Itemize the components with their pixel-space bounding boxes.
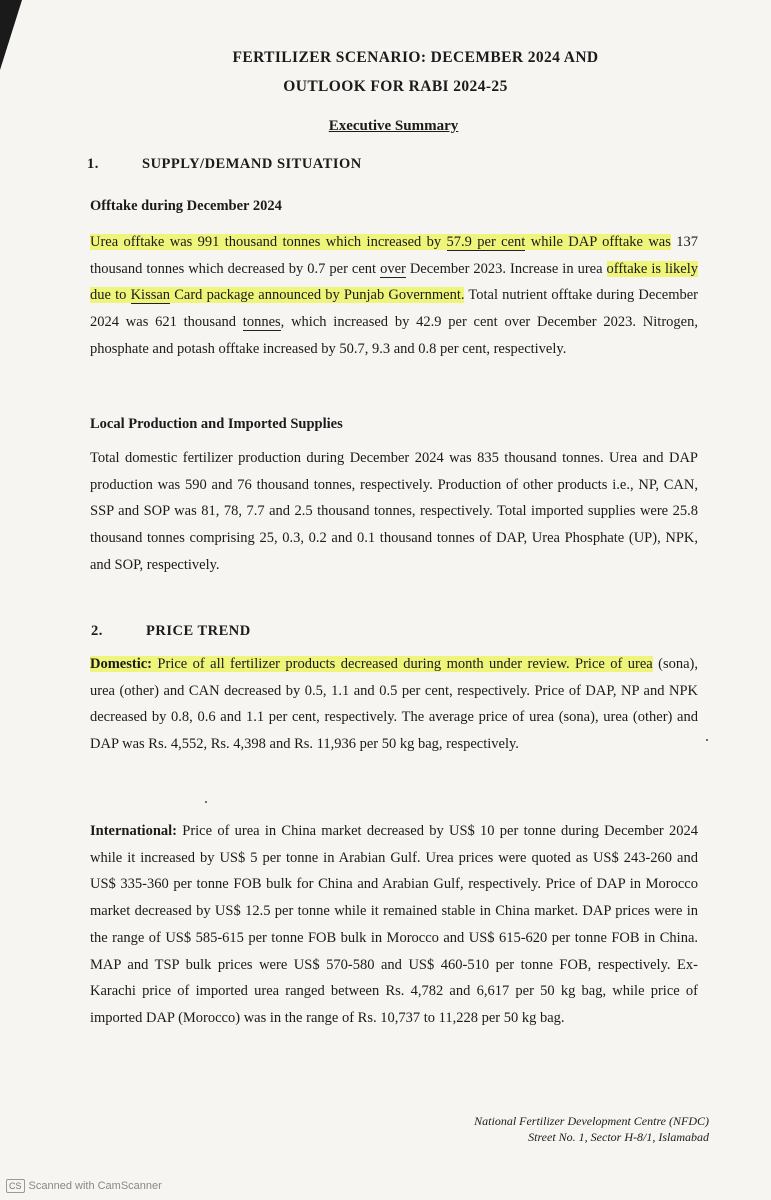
footer-address xyxy=(474,1113,709,1145)
offtake-highlight-1: Urea offtake was 991 thousand tonnes which increased by 57.9 per cent while DAP offtake was xyxy=(90,234,671,250)
international-paragraph: International: Price of urea in China market decreased by US$ 10 per tonne during December 2024 while it increased by US$ 5 per tonne in Arabian Gulf. Urea prices were quoted as US$ 243-260 and US$ 335-360 per tonne FOB bulk for China and Arabian Gulf, respectively. Price of DAP in Morocco market decreased by US$ 12.5 per tonne while it remained stable in China market. DAP prices were in the range of US$ 585-615 per tonne FOB bulk in Morocco and US$ 615-620 per tonne FOB in China. MAP and TSP bulk prices were US$ 570-580 and US$ 460-510 per tonne FOB, respectively. Ex-Karachi price of imported urea ranged between Rs. 4,782 and 6,617 per 50 kg bag, while price of imported DAP (Morocco) was in the range of Rs. 10,737 to 11,228 per 50 kg bag. xyxy=(90,823,698,1026)
domestic-paragraph: Domestic: Price of all fertilizer products decreased during month under review. Price of urea (sona), urea (other) and CAN decreased by 0.5, 1.1 and 0.5 per cent, respectively. Price of DAP, NP and NPK decreased by 0.8, 0.6 and 1.1 per cent, respectively. The average price of urea (sona), urea (other) and DAP was Rs. 4,552, Rs. 4,398 and Rs. 11,936 per 50 kg bag, respectively. xyxy=(90,656,698,753)
camscanner-logo-icon: CS xyxy=(6,1179,25,1193)
offtake-highlight-2: offtake is likely due to Kissan Card package announced by Punjab Government. xyxy=(90,260,699,304)
offtake-heading: Offtake during December 2024 xyxy=(90,198,282,214)
title-line-1: FERTILIZER SCENARIO: DECEMBER 2024 AND xyxy=(232,49,599,66)
local-production-heading: Local Production and Imported Supplies xyxy=(90,416,343,432)
section-2-heading xyxy=(91,623,251,640)
section-2-number: 2. xyxy=(91,623,103,639)
executive-summary-heading: Executive Summary xyxy=(328,118,459,134)
domestic-label: Domestic: xyxy=(90,656,153,672)
scan-speck xyxy=(205,801,207,803)
footer-street: Street No. 1, Sector H-8/1, Islamabad xyxy=(528,1130,709,1144)
international-label: International: xyxy=(90,823,177,839)
offtake-paragraph: Urea offtake was 991 thousand tonnes which increased by 57.9 per cent while DAP offtake was 137 thousand tonnes which decreased by 0.7 per cent over December 2023. Increase in urea offtake is likely due to Kissan Card package announced by Punjab Government. Total nutrient offtake during December 2024 was 621 thousand tonnes, which increased by 42.9 per cent over December 2023. Nitrogen, phosphate and potash offtake increased by 50.7, 9.3 and 0.8 per cent, respectively. xyxy=(90,234,699,357)
scan-speck xyxy=(706,739,708,741)
domestic-highlight: Domestic: Price of all fertilizer products decreased during month under review. Price of urea xyxy=(90,656,653,672)
camscanner-watermark xyxy=(6,1179,162,1193)
underline-tonnes: tonnes xyxy=(242,314,281,331)
section-1-heading xyxy=(87,156,362,173)
title-line-2: OUTLOOK FOR RABI 2024-25 xyxy=(283,78,508,95)
section-2-title: PRICE TREND xyxy=(146,623,251,639)
underline-57-9: 57.9 per cent xyxy=(446,234,526,250)
camscanner-text: Scanned with CamScanner xyxy=(28,1180,162,1192)
local-production-paragraph: Total domestic fertilizer production during December 2024 was 835 thousand tonnes. Urea and DAP production was 590 and 76 thousand tonnes, respectively. Production of other products i.e., NP, CAN, SSP and SOP was 81, 78, 7.7 and 2.5 thousand tonnes, respectively. Total imported supplies were 25.8 thousand tonnes comprising 25, 0.3, 0.2 and 0.1 thousand tonnes of DAP, Urea Phosphate (UP), NPK, and SOP, respectively. xyxy=(90,450,698,573)
underline-over: over xyxy=(380,260,406,277)
section-1-number: 1. xyxy=(87,156,99,172)
footer-org: National Fertilizer Development Centre (NFDC) xyxy=(474,1114,709,1128)
section-1-title: SUPPLY/DEMAND SITUATION xyxy=(142,156,362,172)
scan-corner-shadow xyxy=(0,0,22,70)
underline-kissan: Kissan xyxy=(130,287,171,304)
